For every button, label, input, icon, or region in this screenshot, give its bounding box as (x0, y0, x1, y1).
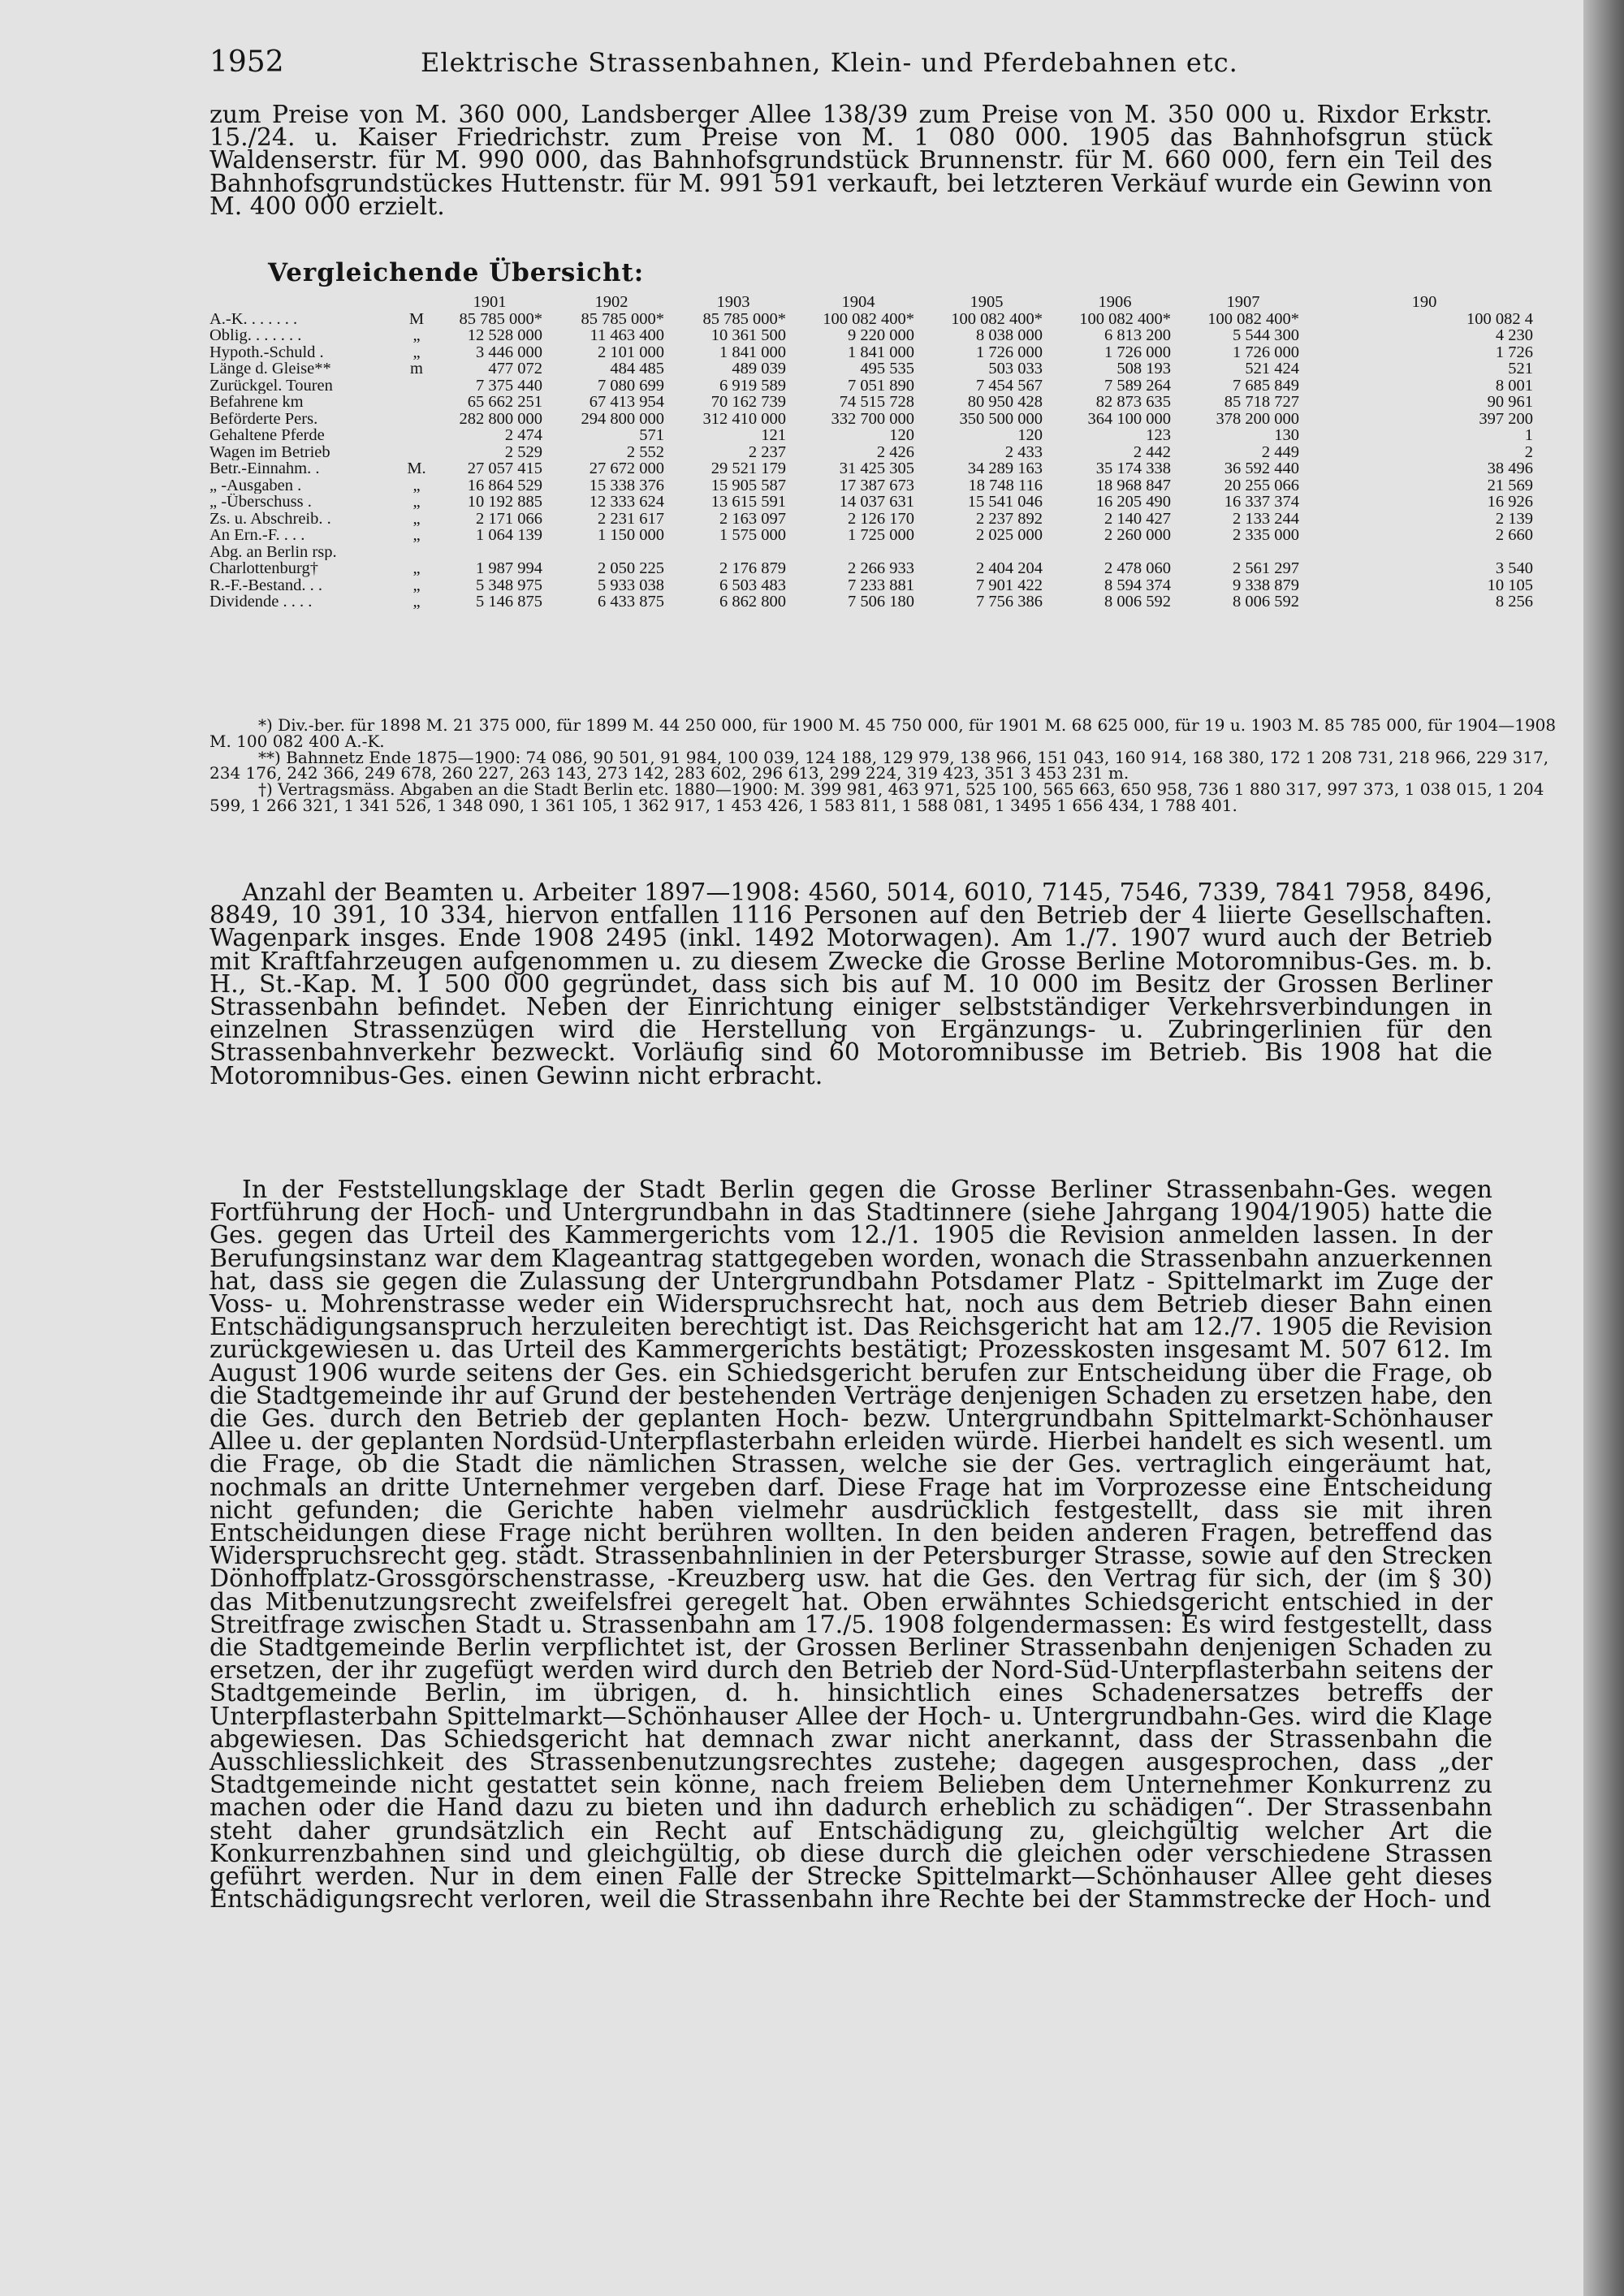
table-cell: 2 050 225 (598, 560, 664, 577)
table-cell: 477 072 (488, 360, 542, 378)
table-cell: 18 968 847 (1095, 477, 1171, 494)
table-row (209, 460, 1541, 477)
table-cell: 2 140 427 (1104, 510, 1171, 527)
table-cell: 2 266 933 (848, 560, 914, 577)
table-cell: 80 950 428 (967, 394, 1043, 411)
row-label: Gehaltene Pferde (209, 427, 325, 444)
table-cell: 2 237 (748, 443, 786, 460)
table-cell: 6 503 483 (719, 576, 786, 593)
row-unit: M. (407, 460, 426, 477)
table-cell: 100 082 400* (951, 310, 1043, 327)
table-cell: 2 176 879 (719, 560, 786, 577)
table-cell: 312 410 000 (702, 410, 786, 427)
table-cell (551, 544, 672, 561)
table-cell: 27 057 415 (467, 460, 542, 477)
table-cell: 2 163 097 (719, 510, 786, 527)
table-cell: 13 615 591 (710, 494, 786, 511)
row-unit: „ (412, 477, 421, 494)
row-label: Beförderte Pers. (209, 410, 318, 427)
table-cell: 35 174 338 (1095, 460, 1171, 477)
row-label: „ -Überschuss . (209, 494, 312, 511)
row-unit (404, 544, 429, 561)
table-cell: 27 672 000 (589, 460, 664, 477)
table-cell (672, 544, 794, 561)
table-cell: 18 748 116 (968, 477, 1043, 494)
table-cell: 6 919 589 (719, 377, 786, 394)
table-cell: 1 725 000 (848, 527, 914, 544)
table-cell: 8 006 592 (1104, 593, 1171, 611)
table-cell: 521 424 (1245, 360, 1299, 378)
table-cell: 12 528 000 (467, 327, 542, 344)
row-unit (404, 394, 429, 411)
table-cell (1179, 544, 1307, 561)
table-cell: 1 726 000 (1233, 343, 1299, 360)
table-cell: 130 (1274, 427, 1299, 444)
page-header (209, 45, 1509, 83)
row-label: „ -Ausgaben . (209, 477, 302, 494)
comparison-table (209, 294, 1541, 611)
table-row (209, 544, 1541, 561)
table-cell: 1 987 994 (476, 560, 542, 577)
table-cell: 85 785 000* (702, 310, 786, 327)
table-cell: 82 873 635 (1095, 394, 1171, 411)
table-cell: 38 496 (1487, 460, 1533, 477)
table-cell: 1 726 000 (1104, 343, 1171, 360)
table-row (209, 311, 1541, 328)
table-header-row (209, 294, 1541, 311)
table-cell (794, 544, 922, 561)
table-cell: 2 126 170 (848, 510, 914, 527)
row-label: An Ern.-F. . . . (209, 527, 305, 544)
row-label: A.-K. . . . . . . (209, 310, 298, 327)
row-unit: „ (412, 343, 421, 360)
table-cell: 85 785 000* (459, 310, 542, 327)
table-cell: 3 446 000 (476, 343, 542, 360)
table-cell: 2 660 (1495, 527, 1533, 544)
table-row (209, 577, 1541, 594)
table-row (209, 427, 1541, 444)
year-header: 1907 (1226, 294, 1260, 311)
page-number: 1952 (209, 45, 284, 79)
table-cell: 5 146 875 (476, 593, 542, 611)
table-cell: 8 006 592 (1233, 593, 1299, 611)
row-label: Betr.-Einnahm. . (209, 460, 320, 477)
table-cell: 2 (1524, 443, 1533, 460)
row-label: R.-F.-Bestand. . . (209, 576, 323, 593)
table-row (209, 327, 1541, 344)
footnote-track-network: **) Bahnnetz Ende 1875—1900: 74 086, 90 501, 91 984, 100 039, 124 188, 129 979, 138 966, 151 043, 160 914, 168 380, 172 1 208 731, 218 966, 229 317, 234 176, 242 366, 249 678, 260 227, 263 143, 273 142, 283 602, 296 613, 299 224, 319 423, 351 3 453 231 m. (209, 747, 1549, 783)
table-row (209, 494, 1541, 511)
intro-paragraph (209, 101, 1492, 221)
table-cell: 5 348 975 (476, 576, 542, 593)
table-cell: 10 105 (1487, 576, 1533, 593)
table-cell: 7 375 440 (476, 377, 542, 394)
table-cell: 2 552 (626, 443, 664, 460)
page-edge-shadow (1583, 0, 1624, 2296)
table-cell: 1 726 000 (976, 343, 1043, 360)
table-cell: 85 785 000* (581, 310, 664, 327)
table-cell: 20 255 066 (1224, 477, 1299, 494)
row-unit (404, 427, 429, 444)
table-cell: 1 150 000 (598, 527, 664, 544)
table-row (209, 394, 1541, 411)
table-cell: 70 162 739 (710, 394, 786, 411)
table-cell: 332 700 000 (831, 410, 914, 427)
table-cell: 3 540 (1495, 560, 1533, 577)
table-cell: 7 051 890 (848, 377, 914, 394)
table-cell: 1 575 000 (719, 527, 786, 544)
table-cell: 16 926 (1487, 494, 1533, 511)
table-cell: 484 485 (610, 360, 664, 378)
table-cell: 7 589 264 (1104, 377, 1171, 394)
table-cell: 378 200 000 (1216, 410, 1299, 427)
table-row (209, 411, 1541, 428)
table-cell: 9 338 879 (1233, 576, 1299, 593)
row-unit (404, 411, 429, 428)
table-cell: 17 387 673 (839, 477, 914, 494)
table-cell: 2 449 (1261, 443, 1299, 460)
table-cell: 5 544 300 (1233, 327, 1299, 344)
table-cell: 1 (1524, 427, 1533, 444)
table-cell: 508 193 (1116, 360, 1171, 378)
row-unit: m (410, 360, 423, 378)
table-row (209, 360, 1541, 378)
lawsuit-paragraph (209, 1176, 1492, 1914)
table-cell: 15 905 587 (710, 477, 786, 494)
body-paragraph: Anzahl der Beamten u. Arbeiter 1897—1908: 4560, 5014, 6010, 7145, 7546, 7339, 7841 7958, 8496, 8849, 10 391, 10 334, hiervon entfallen 1116 Personen auf den Betrieb der 4 liierte Gesellschaften. Wagenpark insges. Ende 1908 2495 (inkl. 1492 Motorwagen). Am 1./7. 1907 wurd auch der Betrieb mit Kraftfahrzeugen aufgenommen u. zu diesem Zwecke die Grosse Berline Motoromnibus-Ges. m. b. H., St.-Kap. M. 1 500 000 gegründet, dass sich bis auf M. 10 000 im Besitz der Grossen Berliner Strassenbahn befindet. Neben der Einrichtung einiger selbstständiger Verkehrsverbindungen in einzelnen Strassenzügen wird die Herstellung von Ergänzungs- u. Zubringerlinien für den Strassenbahnverkehr bezweckt. Vorläufig sind 60 Motoromnibusse im Betrieb. Bis 1908 hat die Motoromnibus-Ges. einen Gewinn nicht erbracht. (209, 878, 1492, 1090)
table-cell: 294 800 000 (581, 410, 664, 427)
table-row (209, 344, 1541, 361)
comparison-table-grid (209, 294, 1541, 611)
table-cell: 2 529 (504, 443, 542, 460)
table-cell: 7 506 180 (848, 593, 914, 611)
table-cell: 7 901 422 (976, 576, 1043, 593)
table-cell: 7 454 567 (976, 377, 1043, 394)
footnotes (209, 715, 1557, 815)
table-cell: 121 (761, 427, 786, 444)
table-cell: 100 082 400* (1079, 310, 1171, 327)
year-header: 1906 (1098, 294, 1132, 311)
row-label: Dividende . . . . (209, 593, 313, 611)
table-cell: 7 685 849 (1233, 377, 1299, 394)
staff-paragraph (209, 878, 1492, 1090)
table-cell: 16 337 374 (1224, 494, 1299, 511)
table-cell: 21 569 (1487, 477, 1533, 494)
table-cell: 521 (1508, 360, 1533, 378)
header-unit-cell (404, 294, 429, 311)
table-cell: 15 541 046 (967, 494, 1043, 511)
row-label: Zs. u. Abschreib. . (209, 510, 331, 527)
table-cell: 100 082 400* (823, 310, 914, 327)
table-cell: 2 478 060 (1104, 560, 1171, 577)
table-cell: 8 594 374 (1104, 576, 1171, 593)
row-unit: „ (412, 527, 421, 544)
year-header: 1902 (594, 294, 628, 311)
table-cell: 100 082 400* (1207, 310, 1299, 327)
row-unit: M (408, 310, 425, 327)
row-label: Befahrene km (209, 394, 304, 411)
table-cell (1051, 544, 1179, 561)
year-header: 1903 (716, 294, 750, 311)
table-cell: 120 (889, 427, 914, 444)
row-label: Charlottenburg† (209, 560, 318, 577)
row-unit: „ (412, 560, 421, 577)
row-unit (404, 444, 429, 461)
table-cell: 15 338 376 (589, 477, 664, 494)
table-cell: 10 192 885 (467, 494, 542, 511)
table-cell: 503 033 (988, 360, 1043, 378)
table-cell: 2 404 204 (976, 560, 1043, 577)
table-cell: 16 864 529 (467, 477, 542, 494)
table-cell: 6 862 800 (719, 593, 786, 611)
table-cell: 364 100 000 (1087, 410, 1171, 427)
table-cell: 1 726 (1495, 343, 1533, 360)
row-label: Oblig. . . . . . . (209, 327, 302, 344)
table-cell: 2 101 000 (598, 343, 664, 360)
table-cell: 31 425 305 (839, 460, 914, 477)
table-cell (429, 544, 551, 561)
table-row (209, 378, 1541, 395)
table-row (209, 560, 1541, 577)
year-header: 1904 (841, 294, 875, 311)
row-unit: „ (412, 593, 421, 611)
table-cell: 2 171 066 (476, 510, 542, 527)
year-header: 1901 (473, 294, 507, 311)
table-cell: 2 426 (876, 443, 914, 460)
row-label: Hypoth.-Schuld . (209, 343, 324, 360)
table-cell: 2 260 000 (1104, 527, 1171, 544)
table-cell: 350 500 000 (959, 410, 1043, 427)
table-row (209, 593, 1541, 611)
table-body (209, 311, 1541, 611)
row-label: Zurückgel. Touren (209, 377, 333, 394)
table-cell: 4 230 (1495, 327, 1533, 344)
row-unit: „ (412, 327, 421, 344)
footnote-dividend: *) Div.-ber. für 1898 M. 21 375 000, für 1899 M. 44 250 000, für 1900 M. 45 750 000, für 1901 M. 68 625 000, für 19 u. 1903 M. 85 785 000, für 1904—1908 M. 100 082 400 A.-K. (209, 715, 1557, 751)
table-cell: 34 289 163 (967, 460, 1043, 477)
table-cell: 14 037 631 (839, 494, 914, 511)
table-cell: 571 (639, 427, 664, 444)
table-cell: 120 (1017, 427, 1043, 444)
table-cell: 67 413 954 (589, 394, 664, 411)
table-cell: 7 080 699 (598, 377, 664, 394)
table-cell: 1 841 000 (719, 343, 786, 360)
table-row (209, 527, 1541, 544)
table-cell: 6 433 875 (598, 593, 664, 611)
table-cell (1307, 544, 1541, 561)
table-cell (922, 544, 1051, 561)
table-cell: 7 233 881 (848, 576, 914, 593)
table-cell: 8 001 (1495, 377, 1533, 394)
intro-text: zum Preise von M. 360 000, Landsberger Allee 138/39 zum Preise von M. 350 000 u. Rixdor Erkstr. 15./24. u. Kaiser Friedrichstr. zum Preise von M. 1 080 000. 1905 das Bahnhofsgrun stück Waldenserstr. für M. 990 000, das Bahnhofsgrundstück Brunnenstr. für M. 660 000, fern ein Teil des Bahnhofsgrundstückes Huttenstr. für M. 991 591 verkauft, bei letzteren Verkäuf wurde ein Gewinn von M. 400 000 erzielt. (209, 101, 1492, 221)
body-paragraph: In der Feststellungsklage der Stadt Berlin gegen die Grosse Berliner Strassenbahn-Ges. wegen Fortführung der Hoch- und Untergrundbahn in das Stadtinnere (siehe Jahrgang 1904/1905) hatte die Ges. gegen das Urteil des Kammergerichts vom 12./1. 1905 die Revision anmelden lassen. In der Berufungsinstanz war dem Klageantrag stattgegeben worden, wonach die Strassenbahn anzuerkennen hat, dass sie gegen die Zulassung der Untergrundbahn Potsdamer Platz - Spittelmarkt im Zuge der Voss- u. Mohrenstrasse weder ein Widerspruchsrecht hat, noch aus dem Betrieb dieser Bahn einen Entschädigungsanspruch herzuleiten berechtigt ist. Das Reichsgericht hat am 12./7. 1905 die Revision zurückgewiesen u. das Urteil des Kammergerichts bestätigt; Prozesskosten insgesamt M. 507 612. Im August 1906 wurde seitens der Ges. ein Schiedsgericht berufen zur Entscheidung über die Frage, ob die Stadtgemeinde ihr auf Grund der bestehenden Verträge denjenigen Schaden zu ersetzen habe, den die Ges. durch den Betrieb der geplanten Hoch- bezw. Untergrundbahn Spittelmarkt-Schönhauser Allee u. der geplanten Nordsüd-Unterpflasterbahn erleiden würde. Hierbei handelt es sich wesentl. um die Frage, ob die Stadt die nämlichen Strassen, welche sie der Ges. vertraglich eingeräumt hat, nochmals an dritte Unternehmer vergeben darf. Diese Frage hat im Vorprozesse eine Entscheidung nicht gefunden; die Gerichte haben vielmehr ausdrücklich festgestellt, dass sie mit ihren Entscheidungen diese Frage nicht berühren wollten. In den beiden anderen Fragen, betreffend das Widerspruchsrecht geg. städt. Strassenbahnlinien in der Petersburger Strasse, sowie auf den Strecken Dönhoffplatz-Grossgörschenstrasse, -Kreuzberg usw. hat die Ges. den Vertrag für sich, der (im § 30) das Mitbenutzungsrecht zweifelsfrei geregelt hat. Oben erwähntes Schiedsgericht entschied in der Streitfrage zwischen Stadt u. Strassenbahn am 17./5. 1908 folgendermassen: Es wird festgestellt, dass die Stadtgemeinde Berlin verpflichtet ist, der Grossen Berliner Strassenbahn denjenigen Schaden zu ersetzen, der ihr zugefügt werden wird durch den Betrieb der Nord-Süd-Unterpflasterbahn seitens der Stadtgemeinde Berlin, im übrigen, d. h. hinsichtlich eines Schadenersatzes betreffs der Unterpflasterbahn Spittelmarkt—Schönhauser Allee der Hoch- u. Untergrundbahn-Ges. wird die Klage abgewiesen. Das Schiedsgericht hat demnach zwar nicht anerkannt, dass der Strassenbahn die Ausschliesslichkeit des Strassenbenutzungsrechtes zustehe; dagegen ausgesprochen, dass „der Stadtgemeinde nicht gestattet sein könne, nach freiem Belieben dem Unternehmer Konkurrenz zu machen oder die Hand dazu zu bieten und ihn dadurch erheblich zu schädigen“. Der Strassenbahn steht daher grundsätzlich ein Recht auf Entschädigung zu, gleichgültig welcher Art die Konkurrenzbahnen sind und gleichgültig, ob diese durch die gleichen oder verschiedene Strassen geführt werden. Nur in dem einen Falle der Strecke Spittelmarkt—Schönhauser Allee geht dieses Entschädigungsrecht verloren, weil die Strassenbahn ihre Rechte bei der Stammstrecke der Hoch- und (209, 1176, 1492, 1914)
header-label-cell (209, 294, 404, 311)
row-unit (404, 378, 429, 395)
table-cell: 8 256 (1495, 593, 1533, 611)
year-header: 190 (1411, 294, 1437, 311)
table-cell: 397 200 (1479, 410, 1533, 427)
table-cell: 6 813 200 (1104, 327, 1171, 344)
table-cell: 2 139 (1495, 510, 1533, 527)
running-title: Elektrische Strassenbahnen, Klein- und Pferdebahnen etc. (421, 47, 1238, 78)
year-header: 1905 (970, 294, 1004, 311)
table-cell: 2 231 617 (598, 510, 664, 527)
table-row (209, 444, 1541, 461)
footnote-city-levies: †) Vertragsmäss. Abgaben an die Stadt Berlin etc. 1880—1900: M. 399 981, 463 971, 525 100, 565 663, 650 958, 736 1 880 317, 997 373, 1 038 015, 1 204 599, 1 266 321, 1 341 526, 1 348 090, 1 361 105, 1 362 917, 1 453 426, 1 583 811, 1 588 081, 1 3495 1 656 434, 1 788 401. (209, 779, 1544, 815)
table-cell: 2 474 (504, 427, 542, 444)
table-cell: 495 535 (860, 360, 914, 378)
table-cell: 90 961 (1487, 394, 1533, 411)
table-row (209, 511, 1541, 528)
table-cell: 2 433 (1004, 443, 1043, 460)
table-cell: 282 800 000 (459, 410, 542, 427)
table-cell: 65 662 251 (467, 394, 542, 411)
row-unit: „ (412, 510, 421, 527)
table-cell: 2 561 297 (1233, 560, 1299, 577)
table-cell: 489 039 (732, 360, 786, 378)
table-cell: 5 933 038 (598, 576, 664, 593)
table-cell: 8 038 000 (976, 327, 1043, 344)
row-label: Länge d. Gleise** (209, 360, 331, 378)
table-cell: 12 333 624 (589, 494, 664, 511)
table-cell: 1 064 139 (476, 527, 542, 544)
row-unit: „ (412, 576, 421, 593)
table-cell: 1 841 000 (848, 343, 914, 360)
table-cell: 100 082 4 (1466, 310, 1533, 327)
table-cell: 16 205 490 (1095, 494, 1171, 511)
table-cell: 7 756 386 (976, 593, 1043, 611)
table-cell: 36 592 440 (1224, 460, 1299, 477)
table-cell: 2 442 (1133, 443, 1171, 460)
row-unit: „ (412, 494, 421, 511)
table-row (209, 477, 1541, 494)
table-cell: 10 361 500 (710, 327, 786, 344)
table-cell: 85 718 727 (1224, 394, 1299, 411)
table-cell: 2 025 000 (976, 527, 1043, 544)
section-title: Vergleichende Übersicht: (268, 258, 645, 287)
row-label: Wagen im Betrieb (209, 443, 330, 460)
table-cell: 9 220 000 (848, 327, 914, 344)
table-cell: 74 515 728 (839, 394, 914, 411)
table-cell: 2 133 244 (1233, 510, 1299, 527)
table-cell: 29 521 179 (710, 460, 786, 477)
table-cell: 123 (1146, 427, 1171, 444)
table-cell: 2 237 892 (976, 510, 1043, 527)
row-label: Abg. an Berlin rsp. (209, 543, 337, 560)
table-cell: 11 463 400 (590, 327, 664, 344)
table-cell: 2 335 000 (1233, 527, 1299, 544)
